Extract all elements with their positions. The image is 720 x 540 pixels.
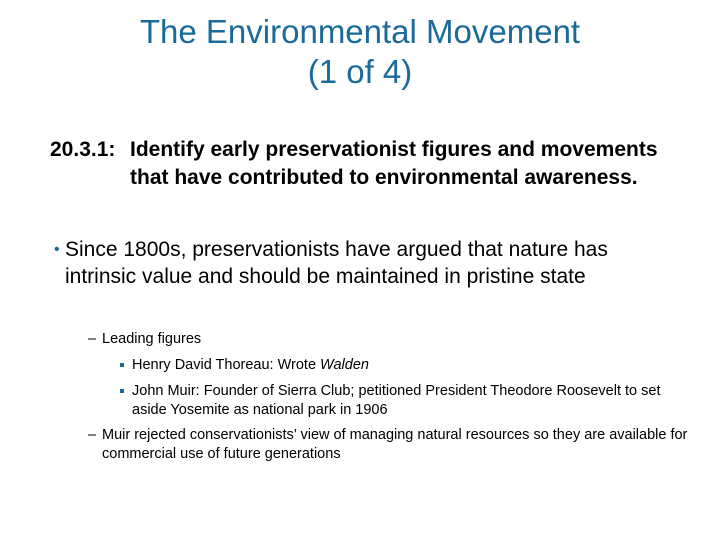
square-bullet-icon — [120, 389, 124, 393]
objective-text: Identify early preservationist figures and movements that have contributed to environmental awareness. — [130, 138, 658, 189]
objective-number: 20.3.1: — [50, 138, 116, 161]
sub-bullet-text: Muir rejected conservationists’ view of managing natural resources so they are available for commercial use of future generations — [102, 427, 688, 462]
bullet-preservationists — [50, 236, 680, 290]
square-bullet-icon — [120, 363, 124, 367]
thoreau-prefix: Henry David Thoreau: Wrote — [132, 357, 321, 373]
sub-bullet-muir-rejected — [88, 426, 688, 464]
slide-title-line2: (1 of 4) — [307, 53, 413, 90]
sub-sub-bullet-muir — [120, 382, 688, 420]
sub-sub-bullet-text: John Muir: Founder of Sierra Club; petitioned President Theodore Roosevelt to set aside Yosemite as national park in 1906 — [132, 383, 661, 418]
sub-bullet-leading-figures — [88, 330, 688, 349]
sub-bullet-list — [88, 330, 688, 464]
dash-icon: – — [88, 427, 97, 443]
sub-sub-bullet-thoreau — [120, 356, 688, 375]
book-title: Walden — [320, 357, 369, 373]
learning-objective — [50, 136, 670, 192]
sub-bullet-text: Leading figures — [102, 331, 202, 347]
sub-sub-bullet-text — [132, 356, 688, 375]
slide-title — [0, 12, 720, 92]
slide-title-line1: The Environmental Movement — [139, 13, 581, 50]
dash-icon: – — [88, 331, 97, 347]
bullet-text: Since 1800s, preservationists have argued that nature has intrinsic value and should be maintained in pristine state — [65, 238, 608, 288]
bullet-dot-icon: • — [54, 241, 60, 258]
